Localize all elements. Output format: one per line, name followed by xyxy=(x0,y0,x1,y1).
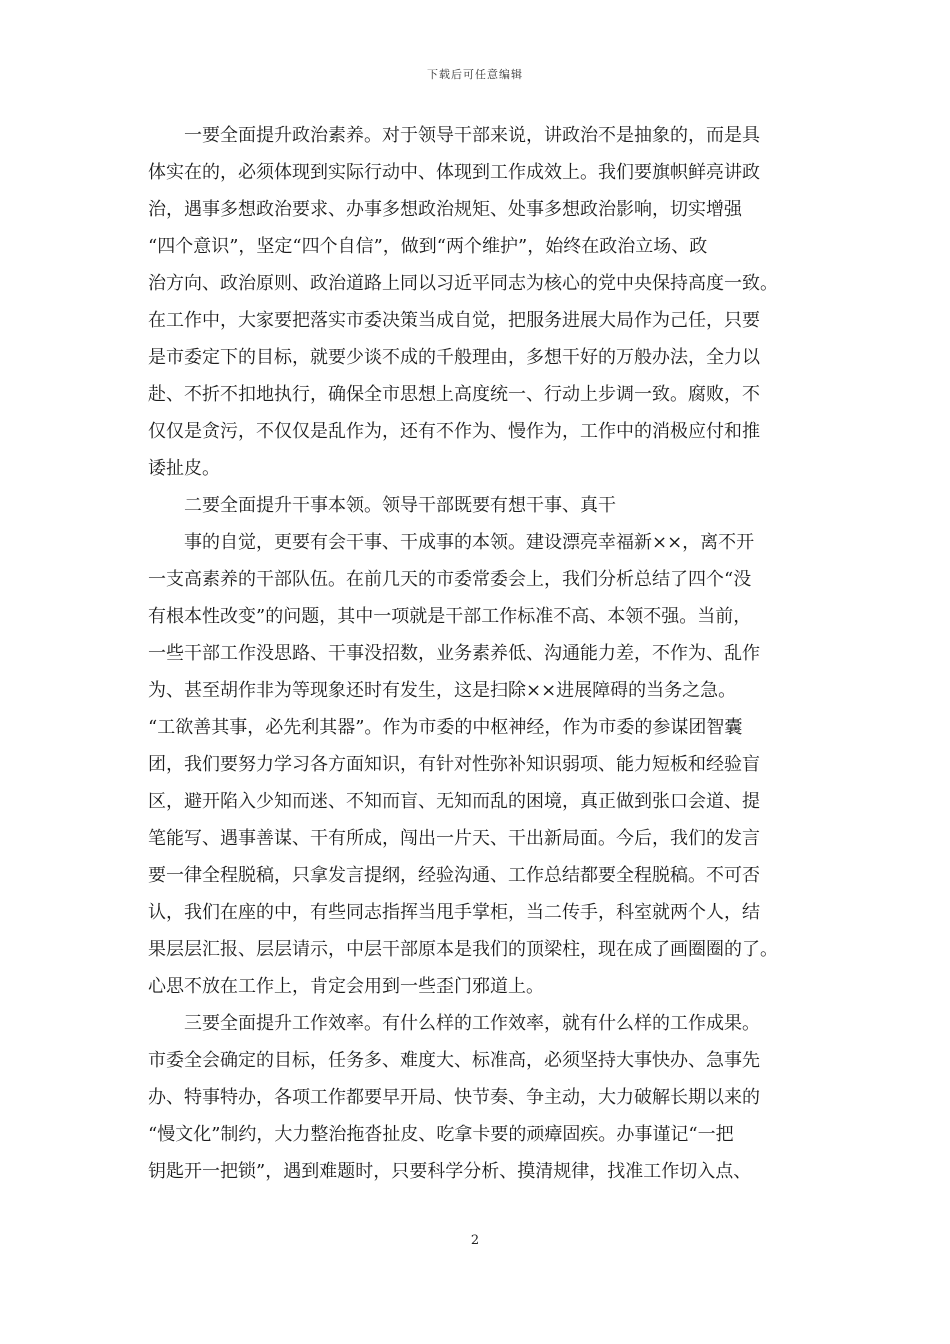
text-line: 有根本性改变”的问题，其中一项就是干部工作标准不高、本领不强。当前， xyxy=(148,606,752,627)
text-line: 市委全会确定的目标，任务多、难度大、标准高，必须坚持大事快办、急事先 xyxy=(148,1050,760,1071)
text-line: “工欲善其事，必先利其器”。作为市委的中枢神经，作为市委的参谋团智囊 xyxy=(148,717,743,738)
header-note: 下载后可任意编辑 xyxy=(427,68,523,81)
text-line: 办、特事特办，各项工作都要早开局、快节奏、争主动，大力破解长期以来的 xyxy=(148,1087,760,1108)
text-line: 二要全面提升干事本领。领导干部既要有想干事、真干 xyxy=(184,495,616,516)
text-line: 心思不放在工作上，肯定会用到一些歪门邪道上。 xyxy=(148,976,544,997)
text-line: 钥匙开一把锁”，遇到难题时，只要科学分析、摸清规律，找准工作切入点、 xyxy=(148,1161,752,1182)
text-line: 体实在的，必须体现到实际行动中、体现到工作成效上。我们要旗帜鲜亮讲政 xyxy=(148,162,760,183)
text-line: 要一律全程脱稿，只拿发言提纲，经验沟通、工作总结都要全程脱稿。不可否 xyxy=(148,865,760,886)
text-line: 赴、不折不扣地执行，确保全市思想上高度统一、行动上步调一致。腐败，不 xyxy=(148,384,760,405)
text-line: 团，我们要努力学习各方面知识，有针对性弥补知识弱项、能力短板和经验盲 xyxy=(148,754,760,775)
text-line: 区，避开陷入少知而迷、不知而盲、无知而乱的困境，真正做到张口会道、提 xyxy=(148,791,760,812)
text-line: 认，我们在座的中，有些同志指挥当甩手掌柜，当二传手，科室就两个人，结 xyxy=(148,902,760,923)
text-line: 果层层汇报、层层请示，中层干部原本是我们的顶梁柱，现在成了画圈圈的了。 xyxy=(148,939,778,960)
text-line: “四个意识”，坚定“四个自信”，做到“两个维护”，始终在政治立场、政 xyxy=(148,236,708,257)
page-number: 2 xyxy=(470,1233,480,1248)
text-line: 一些干部工作没思路、干事没招数，业务素养低、沟通能力差，不作为、乱作 xyxy=(148,643,760,664)
text-line: 诿扯皮。 xyxy=(148,458,220,479)
text-line: 为、甚至胡作非为等现象还时有发生，这是扫除××进展障碍的当务之急。 xyxy=(148,680,737,701)
text-line: 一支高素养的干部队伍。在前几天的市委常委会上，我们分析总结了四个“没 xyxy=(148,569,752,590)
text-line: 在工作中，大家要把落实市委决策当成自觉，把服务进展大局作为己任，只要 xyxy=(148,310,760,331)
text-line: 治，遇事多想政治要求、办事多想政治规矩、处事多想政治影响，切实增强 xyxy=(148,199,742,220)
body-text xyxy=(148,117,808,1190)
text-line: “慢文化”制约，大力整治拖沓扯皮、吃拿卡要的顽瘴固疾。办事谨记“一把 xyxy=(148,1124,734,1145)
text-line: 笔能写、遇事善谋、干有所成，闯出一片天、干出新局面。今后，我们的发言 xyxy=(148,828,760,849)
text-line: 治方向、政治原则、政治道路上同以习近平同志为核心的党中央保持高度一致。 xyxy=(148,273,778,294)
text-line: 是市委定下的目标，就要少谈不成的千般理由，多想干好的万般办法，全力以 xyxy=(148,347,760,368)
text-line: 事的自觉，更要有会干事、干成事的本领。建设漂亮幸福新××，离不开 xyxy=(184,532,755,553)
text-line: 三要全面提升工作效率。有什么样的工作效率，就有什么样的工作成果。 xyxy=(184,1013,760,1034)
text-line: 仅仅是贪污，不仅仅是乱作为，还有不作为、慢作为，工作中的消极应付和推 xyxy=(148,421,760,442)
text-line: 一要全面提升政治素养。对于领导干部来说，讲政治不是抽象的，而是具 xyxy=(184,125,760,146)
